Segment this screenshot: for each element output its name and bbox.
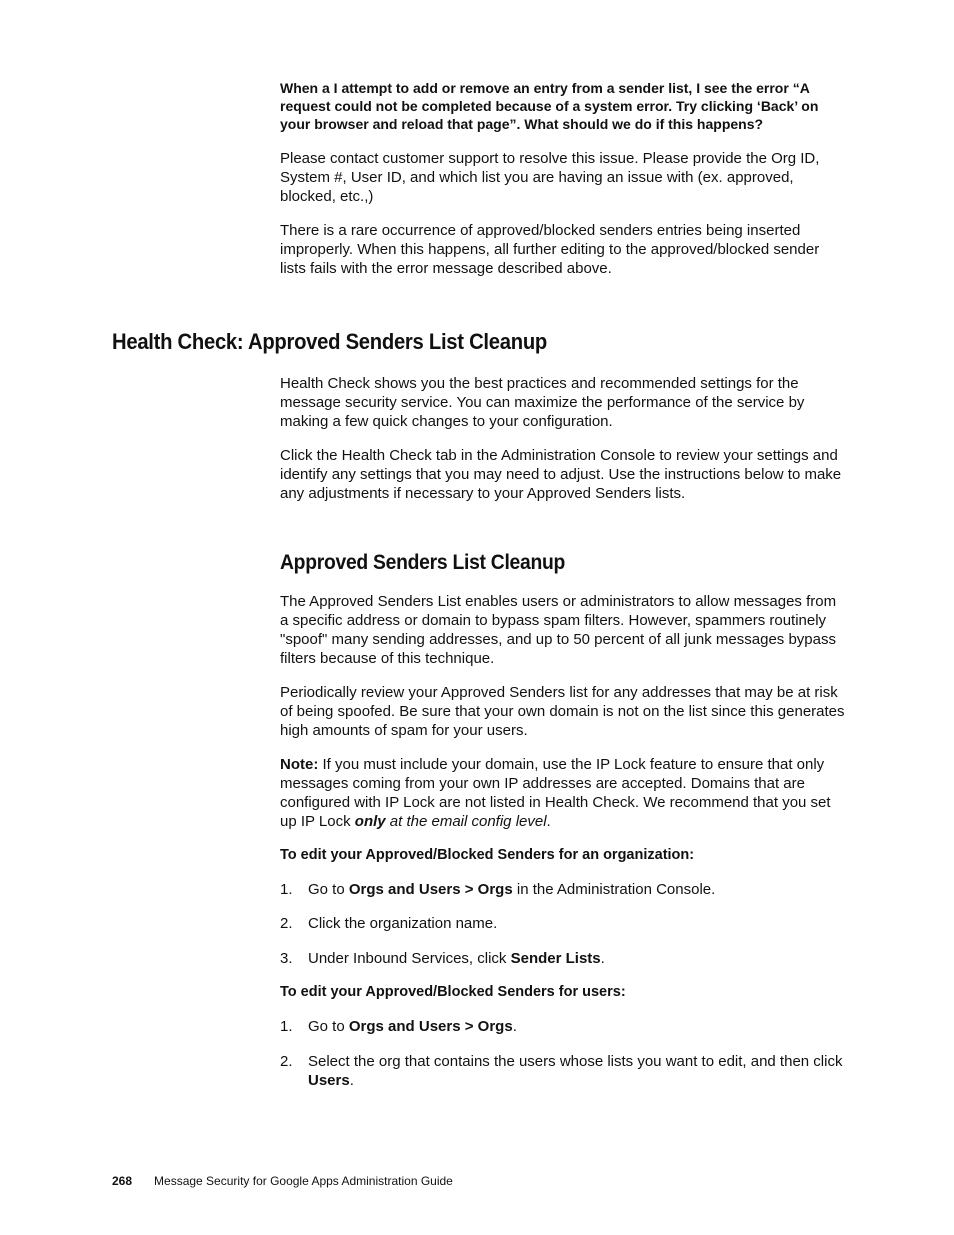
procedure-org-steps [280,880,845,968]
procedure-step: 2. Select the org that contains the users whose lists you want to edit, and then click Users. [280,1053,843,1089]
subsection-heading: Approved Senders List Cleanup [280,551,566,574]
procedure-step: 3. Under Inbound Services, click Sender Lists. [280,950,605,967]
section-paragraph-2: Click the Health Check tab in the Administration Console to review your settings and identify any settings that you may need to adjust. Use the instructions below to make any adjustments if necessary to your Approved Senders lists. [280,447,842,502]
note-tail: at the email config level [385,813,547,830]
section-paragraph-1: Health Check shows you the best practices and recommended settings for the message security service. You can maximize the performance of the service by making a few quick changes to your configuration. [280,375,805,430]
procedure-org-heading: To edit your Approved/Blocked Senders for an organization: [280,847,695,863]
note-paragraph: Note: If you must include your domain, use the IP Lock feature to ensure that only messages coming from your own IP addresses are accepted. Domains that are configured with IP Lock are not listed in Health Check. We recommend that you set up IP Lock only at the email config level. [280,756,831,830]
procedure-step: 1. Go to Orgs and Users > Orgs in the Administration Console. [280,881,716,898]
faq-answer-2: There is a rare occurrence of approved/blocked senders entries being inserted improperly. When this happens, all further editing to the approved/blocked sender lists fails with the error message described above. [280,222,820,277]
faq-block [280,79,845,278]
note-text: If you must include your domain, use the IP Lock feature to ensure that only messages coming from your own IP addresses are accepted. Domains that are configured with IP Lock are not listed in Health Check. We recommend that you set up IP Lock [280,756,831,830]
procedure-users-steps [280,1017,845,1090]
procedure-users-heading: To edit your Approved/Blocked Senders for users: [280,984,626,1000]
section-heading: Health Check: Approved Senders List Cleanup [112,329,548,354]
procedure-step: 1. Go to Orgs and Users > Orgs. [280,1018,517,1035]
page-number: 268 [112,1174,133,1188]
page-footer [112,1174,453,1188]
faq-answer-1: Please contact customer support to resolve this issue. Please provide the Org ID, System #, User ID, and which list you are having an issue with (ex. approved, blocked, etc.,) [280,150,820,205]
subsection [280,551,845,1090]
subsection-paragraph-2: Periodically review your Approved Senders list for any addresses that may be at risk of being spoofed. Be sure that your own domain is not on the list since this generates high amounts of spam for your users. [280,684,845,739]
note-label: Note: [280,756,319,773]
faq-question: When a I attempt to add or remove an entry from a sender list, I see the error “A request could not be completed because of a system error. Try clicking ‘Back’ on your browser and reload that page”. What should we do if this happens? [280,80,819,132]
section-body [280,374,845,503]
procedure-step: 2. Click the organization name. [280,915,498,932]
subsection-paragraph-1: The Approved Senders List enables users or administrators to allow messages from a specific address or domain to bypass spam filters. However, spammers routinely "spoof" many sending addresses, and up to 50 percent of all junk messages bypass filters because of this technique. [280,593,837,667]
note-emphasis: only [354,813,386,830]
footer-title: Message Security for Google Apps Administration Guide [154,1174,453,1188]
